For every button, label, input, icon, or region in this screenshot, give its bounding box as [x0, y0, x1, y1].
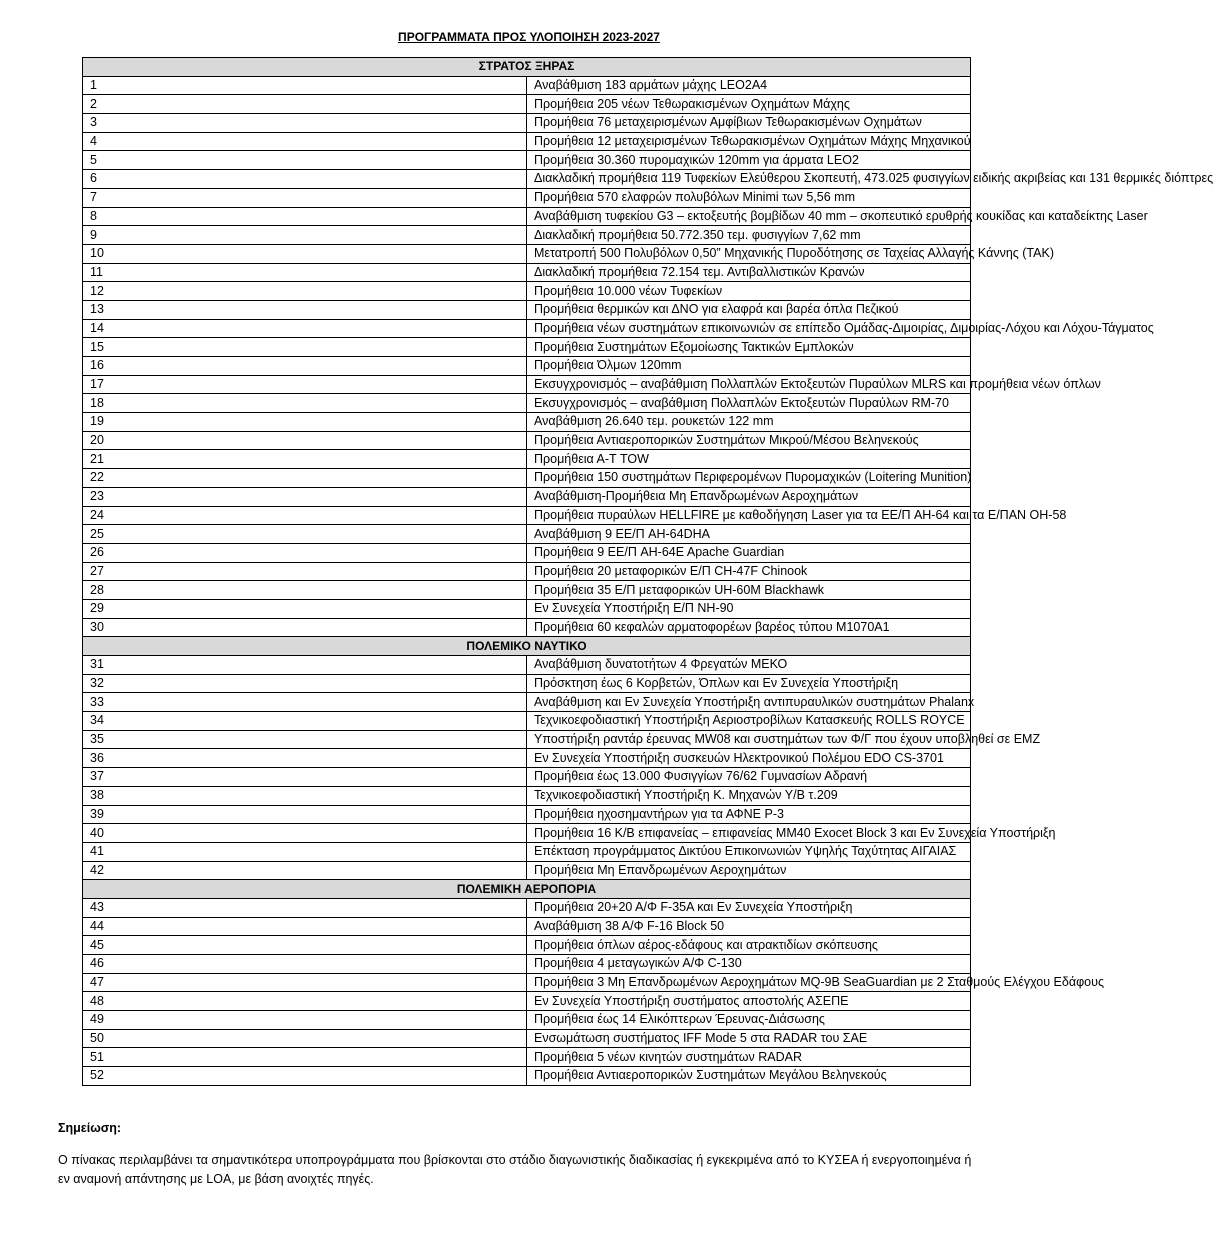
- row-number: 22: [83, 469, 527, 488]
- table-row: [83, 450, 971, 469]
- row-description: Επέκταση προγράμματος Δικτύου Επικοινωνιών Υψηλής Ταχύτητας ΑΙΓΑΙΑΣ: [527, 842, 971, 861]
- section-header-row: [83, 58, 971, 77]
- row-description: Αναβάθμιση-Προμήθεια Μη Επανδρωμένων Αεροχημάτων: [527, 487, 971, 506]
- table-row: [83, 599, 971, 618]
- table-row: [83, 768, 971, 787]
- row-description: Προμήθεια ηχοσημαντήρων για τα ΑΦΝΕ P-3: [527, 805, 971, 824]
- table-row: [83, 543, 971, 562]
- table-row: [83, 749, 971, 768]
- row-number: 30: [83, 618, 527, 637]
- row-number: 28: [83, 581, 527, 600]
- row-number: 11: [83, 263, 527, 282]
- row-number: 49: [83, 1011, 527, 1030]
- row-description: Εν Συνεχεία Υποστήριξη συστήματος αποστολής ΑΣΕΠΕ: [527, 992, 971, 1011]
- row-number: 52: [83, 1067, 527, 1086]
- table-row: [83, 1029, 971, 1048]
- row-description: Πρόσκτηση έως 6 Κορβετών, Όπλων και Εν Συνεχεία Υποστήριξη: [527, 674, 971, 693]
- row-description: Προμήθεια Α-Τ TOW: [527, 450, 971, 469]
- table-row: [83, 300, 971, 319]
- table-row: [83, 394, 971, 413]
- row-description: Εκσυγχρονισμός – αναβάθμιση Πολλαπλών Εκτοξευτών Πυραύλων MLRS και προμήθεια νέων όπλων: [527, 375, 971, 394]
- row-description: Προμήθεια 16 Κ/Β επιφανείας – επιφανείας MM40 Exocet Block 3 και Εν Συνεχεία Υποστήριξη: [527, 824, 971, 843]
- section-heading: ΠΟΛΕΜΙΚΟ ΝΑΥΤΙΚΟ: [83, 637, 971, 656]
- row-number: 41: [83, 842, 527, 861]
- row-description: Αναβάθμιση και Εν Συνεχεία Υποστήριξη αντιπυραυλικών συστημάτων Phalanx: [527, 693, 971, 712]
- row-number: 47: [83, 973, 527, 992]
- table-row: [83, 712, 971, 731]
- table-row: [83, 674, 971, 693]
- row-description: Προμήθεια 12 μεταχειρισμένων Τεθωρακισμένων Οχημάτων Μάχης Μηχανικού: [527, 132, 971, 151]
- table-row: [83, 1048, 971, 1067]
- row-description: Προμήθεια 10.000 νέων Τυφεκίων: [527, 282, 971, 301]
- table-row: [83, 805, 971, 824]
- row-description: Προμήθεια 35 Ε/Π μεταφορικών UH-60M Blackhawk: [527, 581, 971, 600]
- row-number: 51: [83, 1048, 527, 1067]
- row-number: 43: [83, 898, 527, 917]
- row-description: Αναβάθμιση 26.640 τεμ. ρουκετών 122 mm: [527, 413, 971, 432]
- row-number: 18: [83, 394, 527, 413]
- row-number: 13: [83, 300, 527, 319]
- row-description: Διακλαδική προμήθεια 50.772.350 τεμ. φυσιγγίων 7,62 mm: [527, 226, 971, 245]
- table-row: [83, 95, 971, 114]
- table-row: [83, 413, 971, 432]
- row-number: 5: [83, 151, 527, 170]
- row-number: 23: [83, 487, 527, 506]
- note-heading: Σημείωση:: [58, 1121, 122, 1135]
- table-row: [83, 76, 971, 95]
- row-description: Προμήθεια έως 13.000 Φυσιγγίων 76/62 Γυμνασίων Αδρανή: [527, 768, 971, 787]
- table-row: [83, 562, 971, 581]
- row-description: Προμήθεια όπλων αέρος-εδάφους και ατρακτιδίων σκόπευσης: [527, 936, 971, 955]
- row-number: 3: [83, 114, 527, 133]
- row-description: Προμήθεια 570 ελαφρών πολυβόλων Minimi των 5,56 mm: [527, 188, 971, 207]
- row-description: Προμήθεια νέων συστημάτων επικοινωνιών σε επίπεδο Ομάδας-Διμοιρίας, Διμοιρίας-Λόχου και Λόχου-Τάγματος: [527, 319, 971, 338]
- row-description: Προμήθεια Όλμων 120mm: [527, 357, 971, 376]
- row-description: Προμήθεια 205 νέων Τεθωρακισμένων Οχημάτων Μάχης: [527, 95, 971, 114]
- row-number: 6: [83, 170, 527, 189]
- table-row: [83, 618, 971, 637]
- row-description: Αναβάθμιση 9 ΕΕ/Π AH-64DHA: [527, 525, 971, 544]
- row-number: 50: [83, 1029, 527, 1048]
- table-row: [83, 487, 971, 506]
- programs-table: [82, 57, 1213, 1086]
- row-number: 9: [83, 226, 527, 245]
- row-number: 26: [83, 543, 527, 562]
- row-number: 20: [83, 431, 527, 450]
- row-number: 42: [83, 861, 527, 880]
- row-description: Τεχνικοεφοδιαστική Υποστήριξη Κ. Μηχανών Υ/Β τ.209: [527, 786, 971, 805]
- row-number: 1: [83, 76, 527, 95]
- row-description: Προμήθεια Αντιαεροπορικών Συστημάτων Μικρού/Μέσου Βεληνεκούς: [527, 431, 971, 450]
- row-description: Εκσυγχρονισμός – αναβάθμιση Πολλαπλών Εκτοξευτών Πυραύλων RM-70: [527, 394, 971, 413]
- row-number: 40: [83, 824, 527, 843]
- table-row: [83, 469, 971, 488]
- row-description: Εν Συνεχεία Υποστήριξη συσκευών Ηλεκτρονικού Πολέμου EDO CS-3701: [527, 749, 971, 768]
- table-row: [83, 1067, 971, 1086]
- row-number: 48: [83, 992, 527, 1011]
- table-row: [83, 955, 971, 974]
- row-description: Υποστήριξη ραντάρ έρευνας MW08 και συστημάτων των Φ/Γ που έχουν υποβληθεί σε ΕΜΖ: [527, 730, 971, 749]
- row-description: Προμήθεια 20 μεταφορικών Ε/Π CH-47F Chinook: [527, 562, 971, 581]
- row-number: 44: [83, 917, 527, 936]
- table-row: [83, 319, 971, 338]
- section-heading: ΠΟΛΕΜΙΚΗ ΑΕΡΟΠΟΡΙΑ: [83, 880, 971, 899]
- row-description: Προμήθεια 76 μεταχειρισμένων Αμφίβιων Τεθωρακισμένων Οχημάτων: [527, 114, 971, 133]
- table-row: [83, 525, 971, 544]
- row-number: 8: [83, 207, 527, 226]
- row-description: Προμήθεια 5 νέων κινητών συστημάτων RADAR: [527, 1048, 971, 1067]
- table-row: [83, 917, 971, 936]
- row-number: 24: [83, 506, 527, 525]
- row-number: 4: [83, 132, 527, 151]
- row-description: Τεχνικοεφοδιαστική Υποστήριξη Αεριοστροβίλων Κατασκευής ROLLS ROYCE: [527, 712, 971, 731]
- row-number: 46: [83, 955, 527, 974]
- table-row: [83, 656, 971, 675]
- row-number: 31: [83, 656, 527, 675]
- page-title: ΠΡΟΓΡΑΜΜΑΤΑ ΠΡΟΣ ΥΛΟΠΟΙΗΣΗ 2023-2027: [398, 30, 660, 44]
- table-row: [83, 693, 971, 712]
- table-row: [83, 357, 971, 376]
- programs-table-body: [83, 58, 1213, 1086]
- row-description: Προμήθεια 3 Μη Επανδρωμένων Αεροχημάτων MQ-9B SeaGuardian με 2 Σταθμούς Ελέγχου Εδάφους: [527, 973, 971, 992]
- table-row: [83, 973, 971, 992]
- table-row: [83, 936, 971, 955]
- row-description: Ενσωμάτωση συστήματος IFF Mode 5 στα RADAR του ΣΑΕ: [527, 1029, 971, 1048]
- table-row: [83, 1011, 971, 1030]
- row-number: 14: [83, 319, 527, 338]
- table-row: [83, 898, 971, 917]
- row-number: 17: [83, 375, 527, 394]
- row-description: Διακλαδική προμήθεια 72.154 τεμ. Αντιβαλλιστικών Κρανών: [527, 263, 971, 282]
- row-description: Προμήθεια πυραύλων HELLFIRE με καθοδήγηση Laser για τα ΕΕ/Π AH-64 και τα Ε/ΠΑΝ OH-58: [527, 506, 971, 525]
- row-number: 33: [83, 693, 527, 712]
- table-row: [83, 263, 971, 282]
- table-row: [83, 226, 971, 245]
- row-number: 19: [83, 413, 527, 432]
- row-description: Προμήθεια θερμικών και ΔΝΟ για ελαφρά και βαρέα όπλα Πεζικού: [527, 300, 971, 319]
- row-number: 2: [83, 95, 527, 114]
- row-description: Αναβάθμιση 38 Α/Φ F-16 Block 50: [527, 917, 971, 936]
- row-description: Μετατροπή 500 Πολυβόλων 0,50” Μηχανικής Πυροδότησης σε Ταχείας Αλλαγής Κάννης (ΤΑΚ): [527, 244, 971, 263]
- table-row: [83, 338, 971, 357]
- table-row: [83, 132, 971, 151]
- table-row: [83, 730, 971, 749]
- table-row: [83, 207, 971, 226]
- table-row: [83, 431, 971, 450]
- row-description: Προμήθεια Αντιαεροπορικών Συστημάτων Μεγάλου Βεληνεκούς: [527, 1067, 971, 1086]
- table-row: [83, 244, 971, 263]
- row-number: 35: [83, 730, 527, 749]
- section-heading: ΣΤΡΑΤΟΣ ΞΗΡΑΣ: [83, 58, 971, 77]
- row-description: Προμήθεια Συστημάτων Εξομοίωσης Τακτικών Εμπλοκών: [527, 338, 971, 357]
- row-number: 7: [83, 188, 527, 207]
- row-description: Προμήθεια 60 κεφαλών αρματοφορέων βαρέος τύπου M1070A1: [527, 618, 971, 637]
- row-number: 39: [83, 805, 527, 824]
- row-number: 45: [83, 936, 527, 955]
- row-description: Προμήθεια έως 14 Ελικόπτερων Έρευνας-Διάσωσης: [527, 1011, 971, 1030]
- table-row: [83, 581, 971, 600]
- table-row: [83, 842, 971, 861]
- table-row: [83, 114, 971, 133]
- table-row: [83, 188, 971, 207]
- row-description: Αναβάθμιση τυφεκίου G3 – εκτοξευτής βομβίδων 40 mm – σκοπευτικό ερυθρής κουκίδας και καταδείκτης Laser: [527, 207, 971, 226]
- table-row: [83, 282, 971, 301]
- row-description: Προμήθεια 20+20 Α/Φ F-35A και Εν Συνεχεία Υποστήριξη: [527, 898, 971, 917]
- row-description: Προμήθεια 9 ΕΕ/Π AH-64E Apache Guardian: [527, 543, 971, 562]
- row-description: Προμήθεια 150 συστημάτων Περιφερομένων Πυρομαχικών (Loitering Munition): [527, 469, 971, 488]
- row-description: Προμήθεια 30.360 πυρομαχικών 120mm για άρματα LEO2: [527, 151, 971, 170]
- row-number: 21: [83, 450, 527, 469]
- row-description: Εν Συνεχεία Υποστήριξη Ε/Π NH-90: [527, 599, 971, 618]
- row-description: Αναβάθμιση δυνατοτήτων 4 Φρεγατών ΜΕΚΟ: [527, 656, 971, 675]
- row-number: 32: [83, 674, 527, 693]
- table-row: [83, 375, 971, 394]
- section-header-row: [83, 637, 971, 656]
- row-description: Προμήθεια 4 μεταγωγικών Α/Φ C-130: [527, 955, 971, 974]
- row-number: 34: [83, 712, 527, 731]
- row-number: 10: [83, 244, 527, 263]
- row-description: Διακλαδική προμήθεια 119 Τυφεκίων Ελεύθερου Σκοπευτή, 473.025 φυσιγγίων ειδικής ακριβείας και 131 θερμικές διόπτρες: [527, 170, 971, 189]
- table-row: [83, 170, 971, 189]
- section-header-row: [83, 880, 971, 899]
- table-row: [83, 786, 971, 805]
- row-description: Προμήθεια Μη Επανδρωμένων Αεροχημάτων: [527, 861, 971, 880]
- table-row: [83, 506, 971, 525]
- row-number: 15: [83, 338, 527, 357]
- table-row: [83, 861, 971, 880]
- table-row: [83, 992, 971, 1011]
- row-number: 29: [83, 599, 527, 618]
- row-number: 12: [83, 282, 527, 301]
- row-number: 38: [83, 786, 527, 805]
- row-number: 16: [83, 357, 527, 376]
- row-number: 37: [83, 768, 527, 787]
- row-description: Αναβάθμιση 183 αρμάτων μάχης LEO2A4: [527, 76, 971, 95]
- note-text: Ο πίνακας περιλαμβάνει τα σημαντικότερα υποπρογράμματα που βρίσκονται στο στάδιο διαγωνιστικής διαδικασίας ή εγκεκριμένα από το ΚΥΣΕΑ ή ενεργοποιημένα ή εν αναμονή απάντησης με LOA, με βάση ανοιχτές πηγές.: [58, 1153, 972, 1186]
- row-number: 27: [83, 562, 527, 581]
- row-number: 25: [83, 525, 527, 544]
- table-row: [83, 824, 971, 843]
- table-row: [83, 151, 971, 170]
- row-number: 36: [83, 749, 527, 768]
